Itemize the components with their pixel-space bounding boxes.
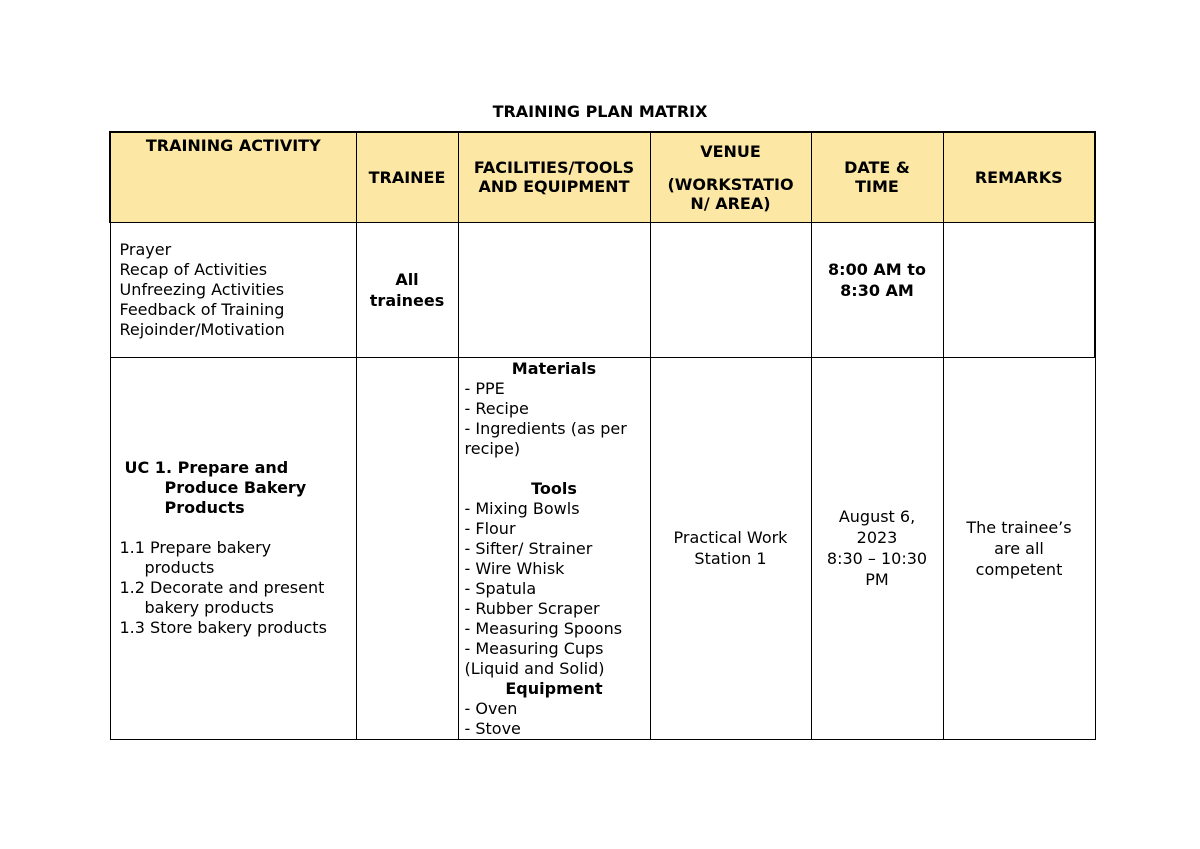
header-trainee: TRAINEE (356, 132, 458, 222)
list-item: - Mixing Bowls (464, 498, 580, 518)
trainee-cell-empty (356, 357, 458, 739)
list-item: - Flour (464, 518, 516, 538)
venue-cell: Practical Work Station 1 (650, 357, 811, 739)
tools-heading: Tools (531, 478, 577, 498)
list-item: - Stove (464, 718, 521, 738)
unit-of-competency-cell (110, 357, 356, 739)
header-row (110, 132, 1095, 222)
document-title: TRAINING PLAN MATRIX (492, 102, 708, 121)
header-facilities: FACILITIES/TOOLS AND EQUIPMENT (458, 132, 650, 222)
list-item: - PPE (464, 378, 505, 398)
equipment-heading: Equipment (505, 678, 603, 698)
list-item: - Oven (464, 698, 518, 718)
list-item: 1.2 Decorate and present bakery products (119, 578, 325, 617)
activity-list-cell (110, 222, 356, 357)
time-cell: 8:00 AM to 8:30 AM (811, 222, 943, 357)
list-item: Prayer (119, 239, 172, 259)
list-item: - Measuring Cups (464, 638, 604, 658)
remarks-cell: The trainee’s are all competent (943, 357, 1095, 739)
remarks-cell-empty (943, 222, 1095, 357)
list-item: recipe) (464, 438, 521, 458)
header-venue: VENUE (WORKSTATIO N/ AREA) (650, 132, 811, 222)
header-training-activity: TRAINING ACTIVITY (110, 132, 356, 222)
list-item: - Spatula (464, 578, 537, 598)
list-item: - Rubber Scraper (464, 598, 600, 618)
training-plan-table (109, 131, 1096, 740)
list-item: Unfreezing Activities (119, 279, 285, 299)
list-item: - Ingredients (as per (464, 418, 627, 438)
trainee-cell: All trainees (356, 222, 458, 357)
facilities-list-cell (458, 357, 650, 739)
facilities-cell-empty (458, 222, 650, 357)
table-row (110, 357, 1095, 739)
list-item: Recap of Activities (119, 259, 268, 279)
date-time-cell: August 6, 2023 8:30 – 10:30 PM (811, 357, 943, 739)
list-item: Rejoinder/Motivation (119, 319, 285, 339)
list-item: - Recipe (464, 398, 529, 418)
list-item: (Liquid and Solid) (464, 658, 605, 678)
list-item: Feedback of Training (119, 299, 285, 319)
list-item: - Measuring Spoons (464, 618, 623, 638)
list-item: - Wire Whisk (464, 558, 565, 578)
header-remarks: REMARKS (943, 132, 1095, 222)
materials-heading: Materials (511, 358, 597, 378)
venue-cell-empty (650, 222, 811, 357)
header-date-time: DATE & TIME (811, 132, 943, 222)
list-item: - Sifter/ Strainer (464, 538, 593, 558)
table-row (110, 222, 1095, 357)
list-item: 1.1 Prepare bakery products (119, 538, 272, 577)
list-item: 1.3 Store bakery products (119, 618, 327, 637)
unit-title: UC 1. Prepare and Produce Bakery Products (124, 458, 307, 517)
